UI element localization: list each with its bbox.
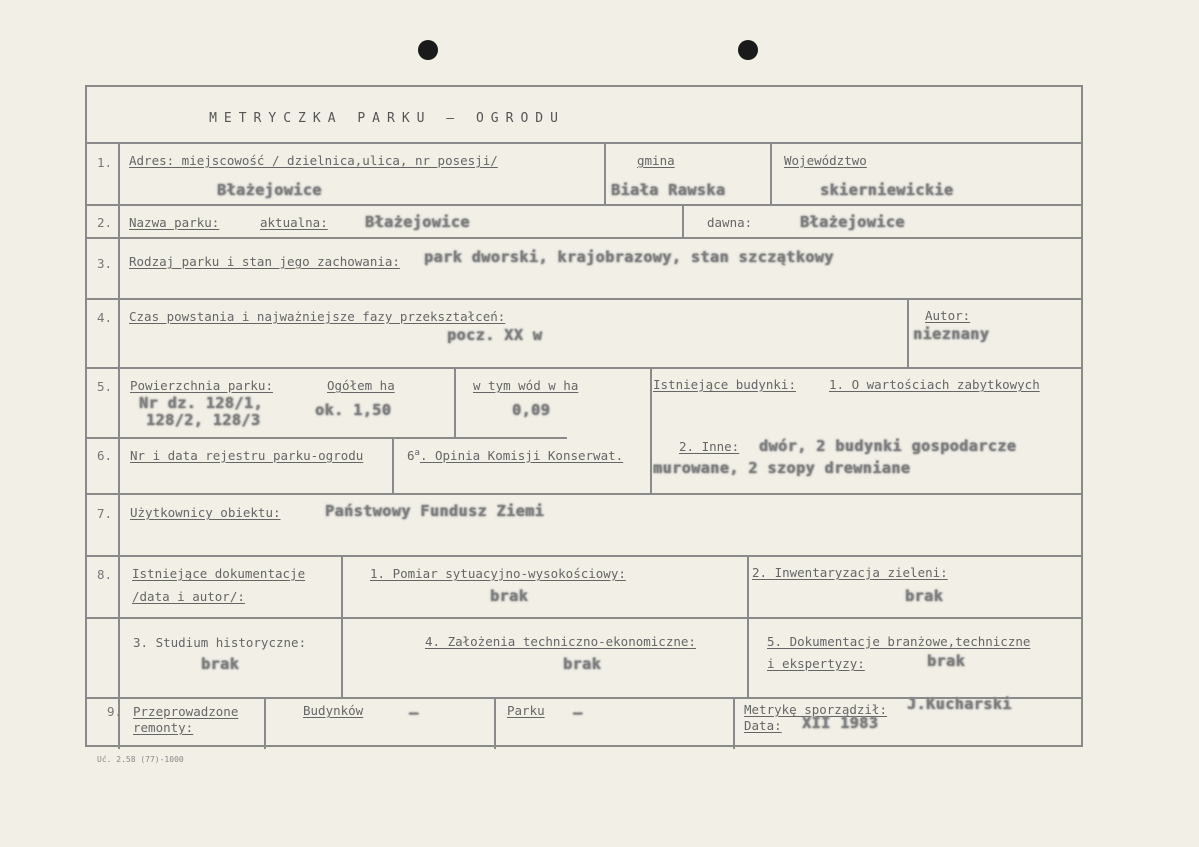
prepared-by-value: J.Kucharski bbox=[907, 695, 1012, 713]
form-title: METRYCZKA PARKU – OGRODU bbox=[209, 111, 565, 126]
author-label: Autor: bbox=[925, 308, 971, 323]
divider bbox=[392, 437, 394, 493]
park-renovation-label: Parku bbox=[507, 703, 545, 718]
former-name-label: dawna: bbox=[707, 215, 753, 230]
divider bbox=[264, 697, 266, 749]
documentation-label-line2: /data i autor/: bbox=[132, 589, 245, 604]
technical-assumptions-value: brak bbox=[563, 655, 602, 673]
voivodeship-label: Województwo bbox=[784, 153, 867, 168]
water-area-value: 0,09 bbox=[512, 401, 551, 419]
survey-value: brak bbox=[490, 587, 529, 605]
sector-docs-label-line2: i ekspertyzy: bbox=[767, 656, 865, 671]
current-name-label: aktualna: bbox=[260, 215, 328, 230]
sector-docs-label-line1: 5. Dokumentacje branżowe,techniczne bbox=[767, 634, 1031, 649]
address-label: Adres: miejscowość / dzielnica,ulica, nr posesji/ bbox=[129, 153, 498, 168]
historical-study-value: brak bbox=[201, 655, 240, 673]
divider bbox=[87, 298, 1083, 300]
row-number: 6. bbox=[97, 448, 113, 463]
divider bbox=[341, 555, 343, 697]
divider bbox=[604, 142, 606, 204]
technical-assumptions-label: 4. Założenia techniczno-ekonomiczne: bbox=[425, 634, 696, 649]
divider bbox=[682, 204, 684, 237]
date-label: Data: bbox=[744, 718, 782, 733]
divider bbox=[907, 298, 909, 367]
area-label: Powierzchnia parku: bbox=[130, 378, 273, 393]
plot-numbers-line2: 128/2, 128/3 bbox=[146, 411, 261, 429]
current-name-value: Błażejowice bbox=[365, 213, 470, 231]
divider bbox=[118, 142, 120, 749]
date-value: XII 1983 bbox=[802, 714, 879, 732]
total-area-value: ok. 1,50 bbox=[315, 401, 392, 419]
park-type-label: Rodzaj parku i stan jego zachowania: bbox=[129, 254, 400, 269]
divider bbox=[87, 204, 1083, 206]
history-value: pocz. XX w bbox=[447, 326, 543, 344]
gmina-label: gmina bbox=[637, 153, 675, 168]
divider bbox=[87, 237, 1083, 239]
buildings-renovation-value: – bbox=[409, 704, 419, 722]
row-number: 3. bbox=[97, 256, 113, 271]
former-name-value: Błażejowice bbox=[800, 213, 905, 231]
row-number: 8. bbox=[97, 567, 113, 582]
commission-opinion-label: 6$^a$. Opinia Komisji Konserwat. bbox=[407, 448, 624, 464]
park-type-value: park dworski, krajobrazowy, stan szczątkowy bbox=[424, 248, 834, 266]
greenery-inventory-label: 2. Inwentaryzacja zieleni: bbox=[752, 565, 948, 580]
row-number: 4. bbox=[97, 310, 113, 325]
address-value: Błażejowice bbox=[217, 181, 322, 199]
register-label: Nr i data rejestru parku-ogrodu bbox=[130, 448, 364, 463]
park-record-form bbox=[85, 85, 1083, 747]
divider bbox=[87, 617, 1083, 619]
gmina-value: Biała Rawska bbox=[611, 181, 726, 199]
row-number: 5. bbox=[97, 379, 113, 394]
greenery-inventory-value: brak bbox=[905, 587, 944, 605]
divider bbox=[87, 555, 1083, 557]
buildings-renovation-label: Budynków bbox=[303, 703, 364, 718]
divider bbox=[747, 555, 749, 697]
row-number: 1. bbox=[97, 155, 113, 170]
row-number: 9. bbox=[107, 704, 123, 719]
divider bbox=[733, 697, 735, 749]
survey-label: 1. Pomiar sytuacyjno-wysokościowy: bbox=[370, 566, 626, 581]
prepared-by-label: Metrykę sporządził: bbox=[744, 702, 887, 717]
park-name-label: Nazwa parku: bbox=[129, 215, 220, 230]
divider bbox=[770, 142, 772, 204]
users-value: Państwowy Fundusz Ziemi bbox=[325, 502, 545, 520]
historic-buildings-label: 1. O wartościach zabytkowych bbox=[829, 377, 1040, 392]
divider bbox=[650, 367, 652, 493]
divider bbox=[87, 142, 1083, 144]
divider bbox=[494, 697, 496, 749]
plot-numbers-line1: Nr dz. 128/1, bbox=[139, 394, 263, 412]
renovations-label-line2: remonty: bbox=[133, 720, 194, 735]
divider bbox=[87, 493, 1083, 495]
park-renovation-value: – bbox=[573, 704, 583, 722]
water-area-label: w tym wód w ha bbox=[473, 378, 579, 393]
documentation-label-line1: Istniejące dokumentacje bbox=[132, 566, 306, 581]
total-area-label: Ogółem ha bbox=[327, 378, 395, 393]
divider bbox=[454, 367, 456, 437]
author-value: nieznany bbox=[913, 325, 990, 343]
row-number: 7. bbox=[97, 506, 113, 521]
row-number: 2. bbox=[97, 215, 113, 230]
other-buildings-label: 2. Inne: bbox=[679, 439, 740, 454]
other-buildings-value-line2: murowane, 2 szopy drewniane bbox=[653, 459, 911, 477]
punch-hole-left bbox=[418, 40, 438, 60]
history-label: Czas powstania i najważniejsze fazy przekształceń: bbox=[129, 309, 506, 324]
punch-hole-right bbox=[738, 40, 758, 60]
other-buildings-value-line1: dwór, 2 budynki gospodarcze bbox=[759, 437, 1017, 455]
users-label: Użytkownicy obiektu: bbox=[130, 505, 281, 520]
voivodeship-value: skierniewickie bbox=[820, 181, 954, 199]
renovations-label-line1: Przeprowadzone bbox=[133, 704, 239, 719]
historical-study-label: 3. Studium historyczne: bbox=[133, 635, 307, 650]
print-code: Uć. 2.58 (77)-1000 bbox=[97, 755, 184, 764]
buildings-label: Istniejące budynki: bbox=[653, 377, 796, 392]
sector-docs-value: brak bbox=[927, 652, 966, 670]
divider bbox=[87, 367, 1083, 369]
divider bbox=[87, 437, 567, 439]
